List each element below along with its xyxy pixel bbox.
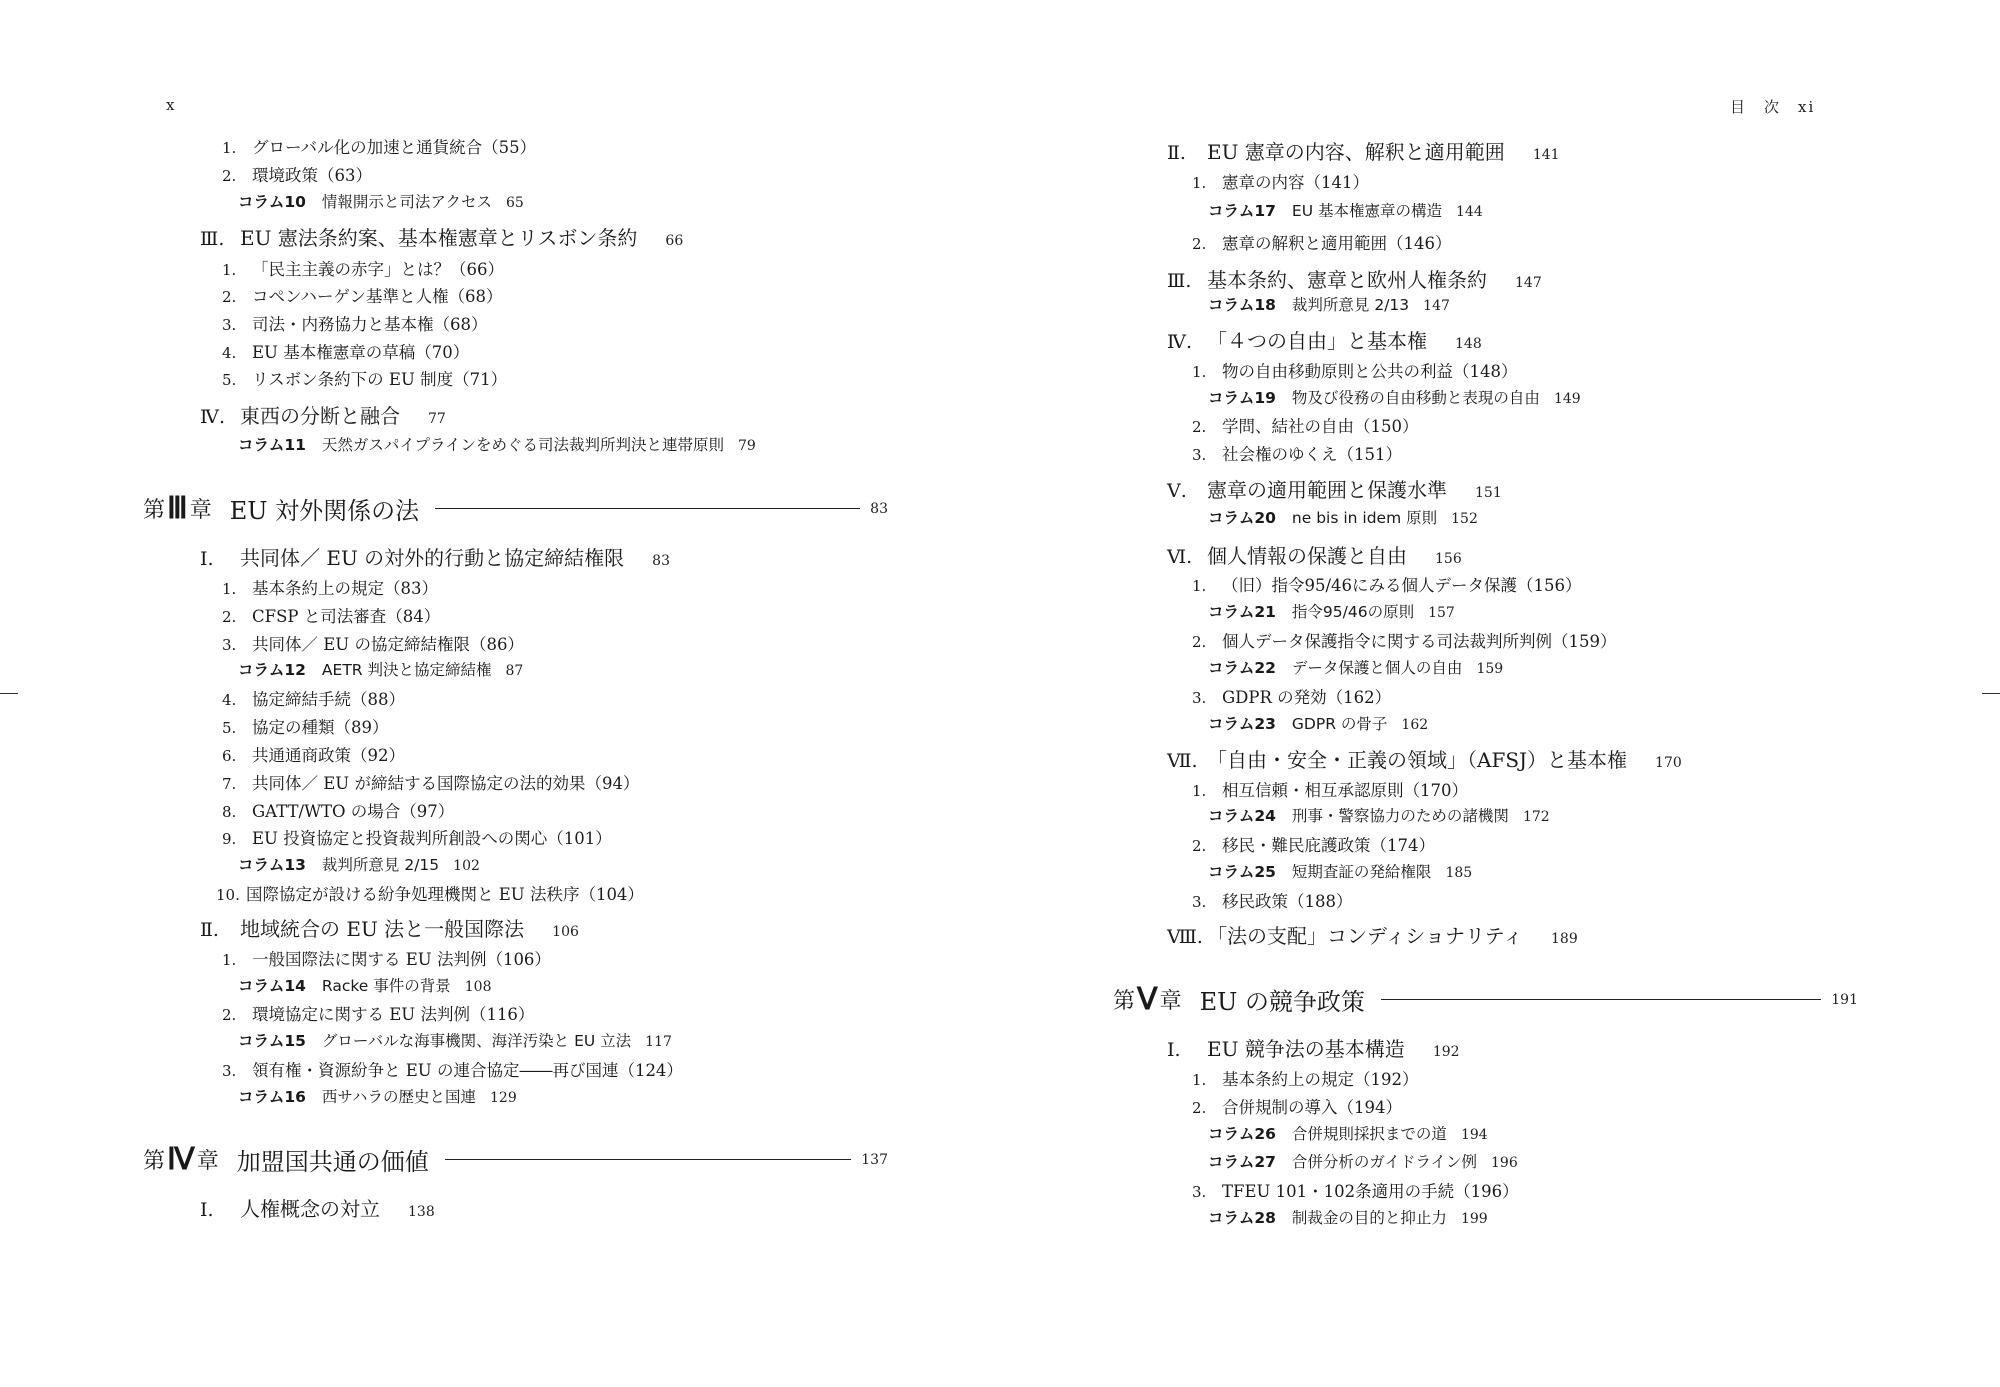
toc-subsection-entry[interactable] [1192,413,1419,437]
entry-title: EU 憲法条約案、基本権憲章とリスボン条約 [240,226,638,250]
entry-page-number: 141 [1532,147,1560,163]
entry-number: コラム23 [1208,715,1276,733]
toc-subsection-entry[interactable] [222,714,389,738]
toc-section-entry[interactable] [1167,744,1682,773]
entry-title: 情報開示と司法アクセス [321,193,492,211]
chapter-number: Ⅳ [167,1143,195,1176]
entry-title: 協定の種類（89） [252,718,389,737]
chapter-prefix: 第 [1113,989,1136,1014]
entry-title: EU 基本権憲章の構造 [1291,202,1442,220]
toc-subsection-entry[interactable] [222,631,524,655]
entry-title: 基本条約、憲章と欧州人権条約 [1207,268,1487,292]
entry-title: 指令95/46の原則 [1291,603,1415,621]
toc-section-entry[interactable] [1167,325,1482,354]
entry-title: 国際協定が設ける紛争処理機関と EU 法秩序（104） [246,885,644,904]
entry-number: 3. [1192,1183,1207,1201]
entry-number: コラム22 [1208,659,1276,677]
entry-number: 2. [1192,1099,1207,1117]
entry-title: 司法・内務協力と基本権（68） [252,315,488,334]
entry-title: 移民政策（188） [1222,892,1353,911]
chapter-page-number: 137 [861,1151,888,1168]
toc-column-entry[interactable] [238,1029,672,1051]
entry-number: Ⅲ. [200,228,225,250]
toc-subsection-entry[interactable] [1192,230,1452,254]
entry-number: 4. [222,344,237,362]
entry-number: Ⅷ. [1167,926,1203,948]
entry-title: EU 憲章の内容、解釈と適用範囲 [1207,140,1505,164]
entry-title: 人権概念の対立 [240,1197,380,1221]
entry-number: 1. [222,139,237,157]
entry-number: コラム15 [238,1032,306,1050]
entry-number: 9. [222,830,237,848]
entry-number: Ⅵ. [1167,546,1193,568]
entry-number: Ⅱ. [1167,142,1186,164]
chapter-number: Ⅲ [167,492,188,525]
entry-title: リスボン条約下の EU 制度（71） [252,370,508,389]
toc-column-entry[interactable] [1208,199,1483,221]
chapter-leader-rule [1381,999,1821,1000]
entry-number: 4. [222,691,237,709]
entry-title: 東西の分断と融合 [240,404,400,428]
entry-number: 1. [222,951,237,969]
entry-title: 環境政策（63） [252,166,372,185]
chapter-title: EU 対外関係の法 [229,497,420,525]
chapter-title: EU の競争政策 [1199,988,1365,1016]
entry-number: 3. [222,636,237,654]
entry-page-number: 152 [1451,511,1478,527]
running-head-left: x [166,96,175,114]
entry-number: 1. [222,261,237,279]
entry-number: Ⅶ. [1167,750,1198,772]
entry-number: コラム17 [1208,202,1276,220]
entry-number: Ⅱ. [200,919,219,941]
toc-subsection-entry[interactable] [1192,832,1435,856]
entry-number: 1. [1192,363,1207,381]
entry-number: 3. [222,316,237,334]
entry-number: コラム13 [238,856,306,874]
entry-title: コペンハーゲン基準と人権（68） [252,287,503,306]
entry-title: 共通通商政策（92） [252,746,405,765]
toc-section-entry[interactable] [1167,1033,1460,1062]
toc-subsection-entry[interactable] [216,881,644,905]
chapter-title: 加盟国共通の価値 [236,1148,429,1176]
entry-number: 2. [1192,418,1207,436]
crop-mark-left [0,693,18,694]
chapter-leader-rule [435,508,860,509]
toc-subsection-entry[interactable] [222,686,405,710]
entry-number: コラム14 [238,977,306,995]
chapter-suffix: 章 [196,1149,219,1174]
entry-title: 社会権のゆくえ（151） [1222,445,1402,464]
entry-title: 刑事・警察協力のための諸機関 [1291,807,1509,825]
entry-number: Ⅲ. [1167,270,1192,292]
entry-title: 短期査証の発給権限 [1291,863,1432,881]
toc-section-entry[interactable] [1167,136,1560,165]
toc-column-entry[interactable] [1208,712,1428,734]
entry-number: コラム18 [1208,296,1276,314]
entry-page-number: 151 [1475,485,1502,501]
toc-subsection-entry[interactable] [222,1057,683,1081]
entry-page-number: 83 [652,553,670,569]
entry-title: 領有権・資源紛争と EU の連合協定――再び国連（124） [252,1061,683,1080]
entry-page-number: 172 [1522,809,1550,825]
entry-page-number: 129 [490,1090,517,1106]
entry-number: コラム19 [1208,389,1276,407]
toc-section-entry[interactable] [1167,474,1502,503]
entry-title: EU 基本権憲章の草稿（70） [252,343,470,362]
entry-title: 「民主主義の赤字」とは？（66） [252,260,504,279]
entry-title: 個人情報の保護と自由 [1207,544,1407,568]
entry-title: TFEU 101・102条適用の手続（196） [1222,1182,1519,1201]
entry-page-number: 65 [505,195,524,211]
toc-subsection-entry[interactable] [222,339,469,363]
entry-number: 5. [222,371,237,389]
toc-subsection-entry[interactable] [1192,888,1353,912]
toc-subsection-entry[interactable] [1192,628,1617,652]
toc-subsection-entry[interactable] [1192,169,1369,193]
entry-number: 2. [222,608,237,626]
toc-subsection-entry[interactable] [222,798,454,822]
entry-number: コラム10 [238,193,306,211]
entry-title: 合併分析のガイドライン例 [1291,1153,1477,1171]
entry-number: 2. [222,288,237,306]
entry-title: 合併規則採択までの道 [1291,1125,1447,1143]
toc-column-entry[interactable] [238,433,756,455]
toc-column-entry[interactable] [1208,506,1478,528]
chapter-number: Ⅴ [1137,983,1158,1016]
toc-subsection-entry[interactable] [222,575,438,599]
toc-subsection-entry[interactable] [1192,1094,1402,1118]
toc-subsection-entry[interactable] [1192,358,1518,382]
toc-column-entry[interactable] [1208,804,1550,826]
toc-section-entry[interactable] [200,222,683,251]
entry-title: 学問、結社の自由（150） [1222,417,1419,436]
entry-number: Ⅳ. [200,406,226,428]
chapter-page-number: 83 [870,500,888,517]
entry-number: コラム25 [1208,863,1276,881]
toc-subsection-entry[interactable] [222,770,639,794]
entry-page-number: 196 [1491,1155,1518,1171]
entry-title: 基本条約上の規定（83） [252,579,438,598]
entry-title: 「４つの自由」と基本権 [1207,329,1427,353]
toc-subsection-entry[interactable] [222,162,372,186]
toc-section-entry[interactable] [200,1193,435,1222]
toc-column-entry[interactable] [1208,860,1472,882]
entry-title: 移民・難民庇護政策（174） [1222,836,1435,855]
toc-subsection-entry[interactable] [1192,1066,1419,1090]
entry-number: 2. [222,167,237,185]
toc-section-entry[interactable] [1167,540,1462,569]
entry-title: 「自由・安全・正義の領域」（AFSJ）と基本権 [1207,748,1628,772]
toc-chapter-entry[interactable] [143,1142,888,1177]
entry-page-number: 156 [1435,551,1462,567]
entry-title: AETR 判決と協定締結権 [321,661,492,679]
entry-page-number: 194 [1460,1127,1488,1143]
toc-column-entry[interactable] [1208,386,1581,408]
entry-number: コラム12 [238,661,306,679]
entry-number: 1. [1192,782,1207,800]
entry-page-number: 102 [453,858,480,874]
entry-title: CFSP と司法審査（84） [252,607,441,626]
entry-number: 2. [1192,235,1207,253]
toc-chapter-entry[interactable] [1113,982,1858,1017]
entry-number: Ⅴ. [1167,480,1187,502]
entry-page-number: 149 [1553,391,1581,407]
toc-subsection-entry[interactable] [222,283,503,307]
entry-title: （旧）指令95/46にみる個人データ保護（156） [1222,576,1582,595]
entry-title: GDPR の発効（162） [1222,688,1392,707]
entry-title: GDPR の骨子 [1291,715,1388,733]
toc-subsection-entry[interactable] [222,825,612,849]
toc-column-entry[interactable] [1208,600,1455,622]
entry-number: Ⅰ. [200,548,214,570]
toc-column-entry[interactable] [1208,1122,1488,1144]
entry-number: コラム26 [1208,1125,1276,1143]
toc-subsection-entry[interactable] [1192,441,1402,465]
entry-number: Ⅰ. [200,1199,214,1221]
entry-number: コラム27 [1208,1153,1276,1171]
entry-title: 環境協定に関する EU 法判例（116） [252,1005,535,1024]
toc-subsection-entry[interactable] [222,603,440,627]
entry-title: 共同体／ EU が締結する国際協定の法的効果（94） [252,774,640,793]
entry-page-number: 147 [1515,275,1542,291]
toc-subsection-entry[interactable] [222,256,504,280]
entry-page-number: 106 [552,924,579,940]
entry-number: 5. [222,719,237,737]
entry-number: 1. [1192,174,1207,192]
entry-number: 3. [1192,689,1207,707]
toc-subsection-entry[interactable] [222,1001,534,1025]
entry-number: 8. [222,803,237,821]
entry-number: 3. [222,1062,237,1080]
toc-subsection-entry[interactable] [222,311,488,335]
entry-page-number: 66 [665,233,684,249]
toc-subsection-entry[interactable] [1192,1178,1519,1202]
toc-section-entry[interactable] [200,400,446,429]
entry-page-number: 87 [505,663,524,679]
toc-section-entry[interactable] [1167,920,1578,949]
toc-section-entry[interactable] [200,542,670,571]
entry-number: コラム24 [1208,807,1276,825]
entry-title: 「法の支配」コンディショナリティ [1207,924,1523,948]
entry-page-number: 170 [1655,755,1682,771]
entry-title: 天然ガスパイプラインをめぐる司法裁判所判決と連帯原則 [321,436,724,454]
toc-subsection-entry[interactable] [1192,684,1391,708]
entry-number: コラム11 [238,436,306,454]
entry-title: EU 競争法の基本構造 [1207,1037,1405,1061]
entry-number: 3. [1192,446,1207,464]
entry-number: コラム20 [1208,509,1276,527]
entry-title: グローバル化の加速と通貨統合（55） [252,138,537,157]
entry-title: 相互信頼・相互承認原則（170） [1222,781,1468,800]
entry-title: 憲章の解釈と適用範囲（146） [1222,234,1452,253]
entry-title: 個人データ保護指令に関する司法裁判所判例（159） [1222,632,1617,651]
entry-title: 一般国際法に関する EU 法判例（106） [252,950,551,969]
entry-title: 地域統合の EU 法と一般国際法 [240,917,525,941]
entry-title: 基本条約上の規定（192） [1222,1070,1419,1089]
entry-number: 10. [216,886,240,904]
chapter-leader-rule [445,1159,852,1160]
chapter-suffix: 章 [189,498,212,523]
entry-title: 裁判所意見 2/13 [1291,296,1410,314]
entry-title: グローバルな海事機関、海洋汚染と EU 立法 [321,1032,632,1050]
entry-number: 2. [1192,837,1207,855]
entry-number: コラム21 [1208,603,1276,621]
entry-title: 共同体／ EU の協定締結権限（86） [252,635,524,654]
entry-page-number: 148 [1455,336,1482,352]
entry-title: 西サハラの歴史と国連 [321,1088,476,1106]
toc-subsection-entry[interactable] [222,742,405,766]
entry-page-number: 79 [738,438,756,454]
entry-number: 1. [1192,1071,1207,1089]
toc-subsection-entry[interactable] [222,134,536,158]
entry-page-number: 162 [1401,717,1429,733]
entry-page-number: 117 [645,1034,672,1050]
chapter-prefix: 第 [143,498,166,523]
entry-page-number: 108 [464,979,492,995]
entry-title: 物及び役務の自由移動と表現の自由 [1291,389,1540,407]
entry-number: コラム28 [1208,1209,1276,1227]
entry-title: 裁判所意見 2/15 [321,856,440,874]
entry-page-number: 192 [1432,1044,1460,1060]
entry-page-number: 189 [1551,931,1578,947]
entry-number: 1. [1192,577,1207,595]
entry-title: 協定締結手続（88） [252,690,405,709]
entry-title: ne bis in idem 原則 [1291,509,1438,527]
entry-page-number: 147 [1423,298,1450,314]
toc-section-entry[interactable] [1167,264,1542,293]
entry-page-number: 199 [1460,1211,1488,1227]
toc-column-entry[interactable] [1208,1206,1488,1228]
chapter-prefix: 第 [143,1149,166,1174]
entry-page-number: 138 [408,1204,435,1220]
entry-page-number: 144 [1456,204,1483,220]
entry-title: 物の自由移動原則と公共の利益（148） [1222,362,1518,381]
entry-title: 制裁金の目的と抑止力 [1291,1209,1447,1227]
chapter-suffix: 章 [1159,989,1182,1014]
toc-section-entry[interactable] [200,913,579,942]
right-page [1000,0,2000,1387]
entry-title: Racke 事件の背景 [321,977,451,995]
toc-subsection-entry[interactable] [222,366,507,390]
toc-column-entry[interactable] [1208,293,1450,315]
crop-mark-right [1982,693,2000,694]
entry-number: コラム16 [238,1088,306,1106]
entry-number: 1. [222,580,237,598]
entry-number: 3. [1192,893,1207,911]
entry-title: 合併規制の導入（194） [1222,1098,1402,1117]
entry-title: 憲章の内容（141） [1222,173,1369,192]
toc-column-entry[interactable] [1208,656,1503,678]
toc-chapter-entry[interactable] [143,491,888,526]
chapter-page-number: 191 [1831,991,1858,1008]
entry-title: GATT/WTO の場合（97） [252,802,455,821]
entry-number: 2. [222,1006,237,1024]
toc-column-entry[interactable] [238,190,524,212]
entry-number: Ⅳ. [1167,331,1193,353]
entry-title: 憲章の適用範囲と保護水準 [1207,478,1447,502]
entry-title: EU 投資協定と投資裁判所創設への関心（101） [252,829,612,848]
toc-column-entry[interactable] [238,1085,517,1107]
running-head-right: 目 次 xi [1730,98,1816,116]
entry-number: 6. [222,747,237,765]
toc-subsection-entry[interactable] [1192,572,1582,596]
entry-title: データ保護と個人の自由 [1291,659,1463,677]
entry-number: 7. [222,775,237,793]
toc-column-entry[interactable] [238,658,523,680]
entry-number: Ⅰ. [1167,1039,1181,1061]
toc-column-entry[interactable] [238,974,492,996]
toc-column-entry[interactable] [1208,1150,1518,1172]
entry-page-number: 185 [1445,865,1473,881]
entry-page-number: 77 [428,411,446,427]
entry-title: 共同体／ EU の対外的行動と協定締結権限 [240,546,625,570]
toc-subsection-entry[interactable] [1192,777,1468,801]
toc-column-entry[interactable] [238,853,480,875]
entry-page-number: 159 [1476,661,1504,677]
toc-subsection-entry[interactable] [222,946,551,970]
entry-page-number: 157 [1428,605,1455,621]
entry-number: 2. [1192,633,1207,651]
